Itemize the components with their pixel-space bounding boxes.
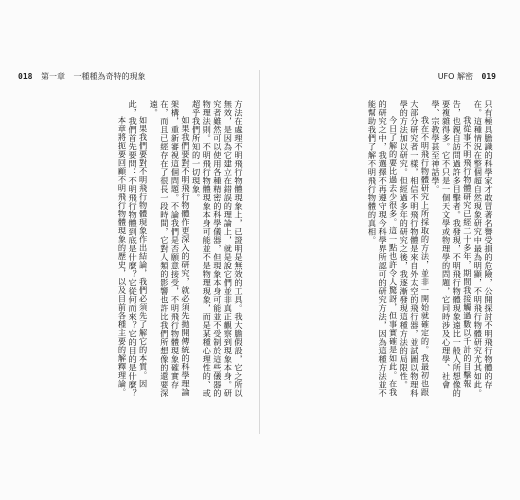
paragraph: 如果我們要對不明飛行物體作更深入的研究，就必須先拋開傳統的科學理論架構，重新審視這個問題。不論我們是否願意接受，不明飛行物體現象確實存在，而且已經存在了很長一段時間，它對人類的影響也許比我們所想像的還要深遠。	[149, 100, 192, 398]
paragraph: 我在不明飛行物體研究上所採取的方法，並非一開始就確定的。我最初也跟大部分研究者一樣，相信不明飛行物體是來自外太空的飛行器，並試圖以物理科學的方法加以研究。但經過多年的研究之後，我逐漸發現這種方法的局限性。	[399, 100, 431, 398]
right-header-label: UFO 解密	[437, 72, 473, 81]
left-chapter-label: 第一章	[41, 72, 65, 81]
right-page-header	[438, 70, 502, 84]
paragraph: 今日了解的要比過去少很多。這一點也許令人驚訝，但事實確是如此。在我的研究之中，我選擇不再遵守現今科學界所認可的研究方法，因為這種方法並不能幫助我們了解不明飛行物體的真相。	[367, 100, 399, 398]
paragraph: 如果我們要對不明飛行物體現象作出結論，我們必須先了解它的本質。因此，我們首先要問：不明飛行物體到底是什麼？它從何而來？它的目的是什麼？	[128, 100, 149, 398]
left-page-header	[18, 70, 152, 84]
paragraph: 我從事不明飛行物體研究已經二十多年，期間我接觸過數以千計的目擊報告，也親自訪問過許多目擊者。我發現，不明飛行物體現象遠比一般人所想像的要複雜得多。它不只是一個天文學或物理學的問題，它同時涉及心理學、社會學、宗教學甚至神話學。	[431, 100, 473, 398]
right-page-number: 019	[481, 72, 496, 81]
paragraph: 只有極具膽識的科學家才敢冒著名譽受損的危險，公開探討不明飛行物體的存在。這種情況在整個超自然現象研究中最為明顯，不明飛行物體研究尤其如此。	[473, 100, 494, 398]
left-page-number: 018	[18, 72, 33, 81]
right-page-text	[276, 100, 494, 400]
paragraph: 本章將扼要回顧不明飛行物體現象的歷史，以及目前各種主要的解釋理論。	[117, 116, 128, 397]
left-chapter-title: 一種種為奇特的現象	[73, 72, 146, 81]
left-page-text	[26, 100, 244, 400]
left-page-body	[26, 100, 244, 400]
paragraph: 方法在處理不明飛行物體現象上，已證明是無效的工具。我大膽假設，它之所以無效，是因為它建立在錯誤的理論上，就是說它們並非真正觀察到現象本身。研究者雖然可以使用各種精密的科學儀器，但現象本身可能並不受制於這些儀器的物理法則。不明飛行物體現象本身可能並不是物理現象，而是某種心理性的、或超乎我們所知的一切現象。	[191, 100, 244, 398]
right-page-body	[276, 100, 494, 400]
page-gutter	[259, 70, 260, 434]
